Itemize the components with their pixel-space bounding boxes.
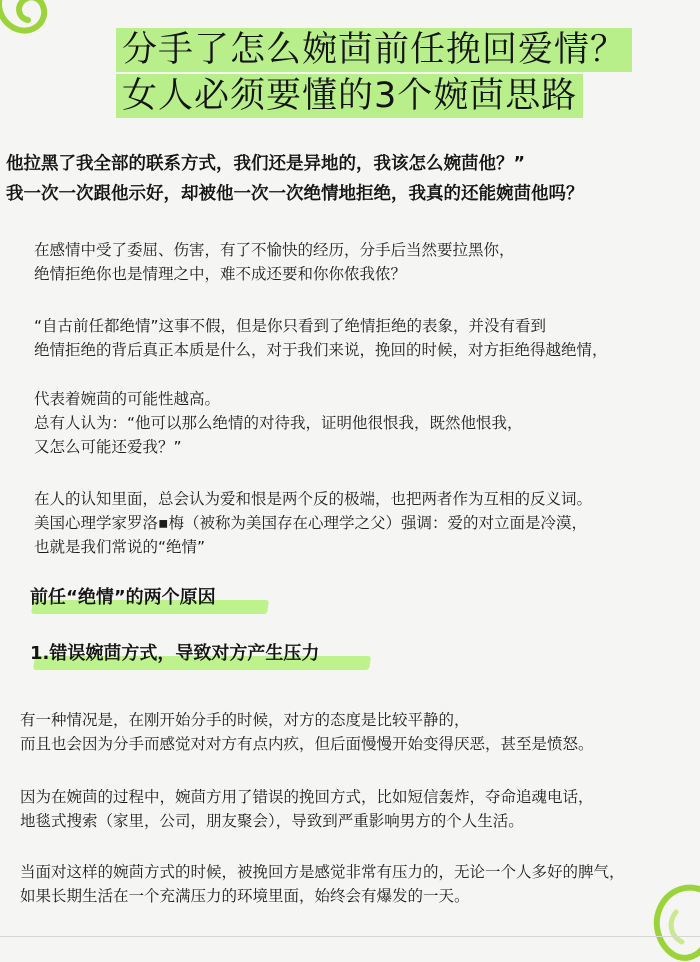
paperclip-icon: [642, 882, 700, 962]
body-paragraph-3: [20, 860, 625, 908]
page-title-line2: 女人必须要懂的3个婉茴思路: [116, 74, 583, 118]
section-heading: 前任“绝情”的两个原因: [30, 584, 216, 612]
paragraph-line: 绝情拒绝的背后真正本质是什么，对于我们来说，挽回的时候，对方拒绝得越绝情，: [34, 341, 608, 359]
paragraph-line: “自古前任都绝情”这事不假，但是你只看到了绝情拒绝的表象，并没有看到: [34, 317, 547, 335]
paragraph-line: 而且也会因为分手而感觉对对方有点内疚，但后面慢慢开始变得厌恶，甚至是愤怒。: [20, 735, 594, 753]
paragraph-line: 因为在婉茴的过程中，婉茴方用了错误的挽回方式，比如短信轰炸，夺命追魂电话，: [20, 788, 594, 806]
question-line-2: 我一次一次跟他示好，却被他一次一次绝情地拒绝，我真的还能婉茴他吗？: [6, 184, 584, 204]
paragraph-line: 地毯式搜索（家里，公司，朋友聚会），导致到严重影响男方的个人生活。: [20, 812, 524, 830]
paragraph-line: 总有人认为：“他可以那么绝情的对待我，证明他很恨我，既然他恨我，: [34, 414, 523, 432]
paragraph-1: [34, 238, 515, 286]
title-block: [116, 28, 632, 118]
page-title-line1: 分手了怎么婉茴前任挽回爱情？: [116, 28, 632, 72]
paragraph-2: [34, 314, 608, 362]
body-paragraph-1: [20, 708, 594, 756]
paragraph-line: 有一种情况是，在刚开始分手的时候，对方的态度是比较平静的，: [20, 711, 470, 729]
paragraph-line: 又怎么可能还爱我？”: [34, 438, 182, 456]
body-paragraph-2: [20, 785, 594, 833]
paragraph-3: [34, 387, 523, 459]
paperclip-icon: [0, 0, 62, 52]
page-divider: [0, 936, 700, 937]
paragraph-line: 当面对这样的婉茴方式的时候，被挽回方是感觉非常有压力的，无论一个人多好的脾气，: [20, 863, 625, 881]
question-line-1: 他拉黑了我全部的联系方式，我们还是异地的，我该怎么婉茴他？”: [6, 154, 525, 174]
paragraph-line: 如果长期生活在一个充满压力的环境里面，始终会有爆发的一天。: [20, 887, 470, 905]
paragraph-line: 在感情中受了委屈、伤害，有了不愉快的经历，分手后当然要拉黑你，: [34, 241, 515, 259]
paragraph-line: 绝情拒绝你也是情理之中，难不成还要和你你侬我侬？: [34, 265, 407, 283]
paragraph-line: 也就是我们常说的“绝情”: [34, 538, 206, 556]
paragraph-line: 代表着婉茴的可能性越高。: [34, 390, 221, 408]
paragraph-4: [34, 487, 592, 559]
paragraph-line: 在人的认知里面，总会认为爱和恨是两个反的极端，也把两者作为互相的反义词。: [34, 490, 593, 508]
paragraph-line: 美国心理学家罗洛▪梅（被称为美国存在心理学之父）强调：爱的对立面是冷漠，: [34, 514, 588, 532]
sub-heading: 1.错误婉茴方式，导致对方产生压力: [30, 640, 319, 668]
